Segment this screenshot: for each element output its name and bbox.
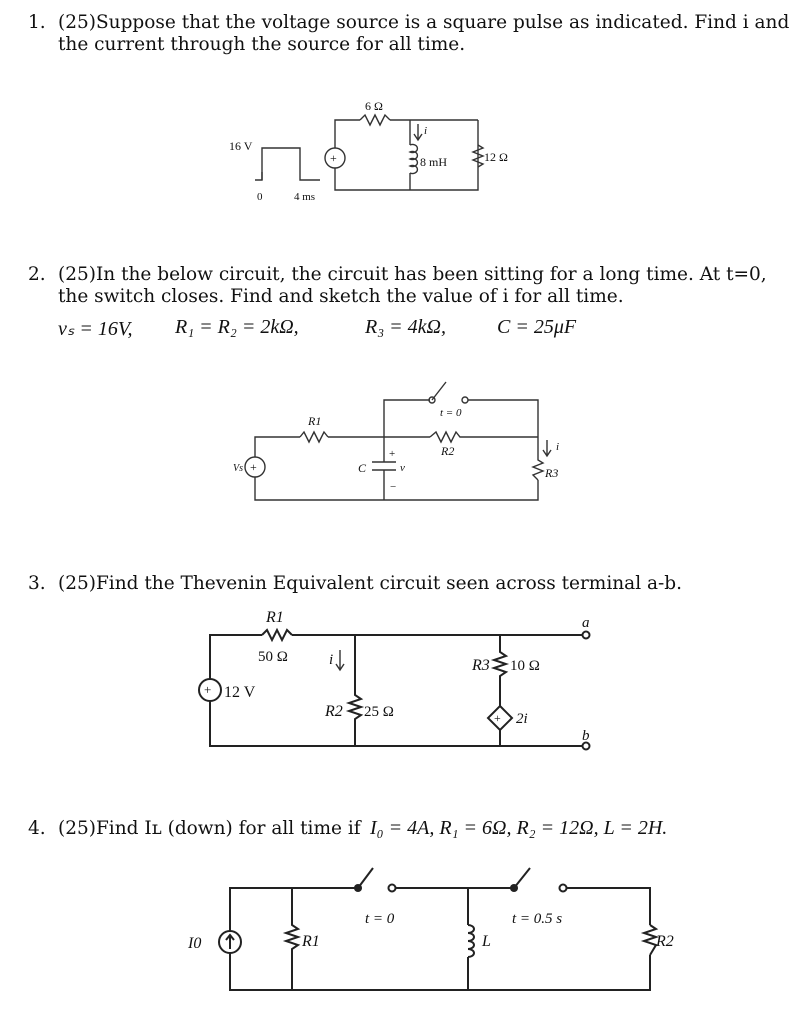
vs-label: Vs [233,463,243,474]
current-arrow-icon [543,440,551,456]
inductor-label: L [482,933,491,950]
problem-3-line1: (25)Find the Thevenin Equivalent circuit seen across terminal a-b. [58,573,683,594]
problem-1-number: 1. [28,12,46,33]
switch-1-contact-icon [389,885,396,892]
current-i-label: i [556,441,560,453]
cap-minus-sign: − [390,481,397,493]
resistor-r1-icon [300,432,328,442]
resistor-r1-value: 50 Ω [258,649,288,665]
circuit-2 [233,382,559,500]
wire-switch-left [384,400,430,437]
problem-2-number: 2. [28,264,46,285]
resistor-r3-label: R3 [545,466,559,480]
resistor-r3-icon [494,635,506,706]
resistor-r3-label: R3 [472,657,490,674]
problem-1-line2: the current through the source for all time. [58,34,466,55]
inductor-coil-icon [410,145,417,174]
resistor-6ohm-label: 6 Ω [365,99,383,113]
terminal-a-icon[interactable] [583,632,590,639]
wire-bottom [335,120,478,190]
problem-2-param-c: C = 25μF [497,316,577,338]
terminal-b-label: b [582,728,590,744]
current-source-label: I0 [188,935,202,952]
inductor-label: 8 mH [420,155,447,169]
resistor-r2-label: R2 [441,444,455,458]
switch-contact-icon [462,397,468,403]
current-arrow-icon [336,650,344,670]
wire-vs-top [255,437,300,457]
vs-plus-sign: + [250,460,257,474]
wire-top-right [567,888,650,925]
pulse-waveform [255,148,320,180]
resistor-r2-value: 25 Ω [364,704,394,720]
switch-2-time-label: t = 0.5 s [512,911,563,927]
resistor-r1-label: R1 [308,414,322,428]
switch-2-contact-icon [560,885,567,892]
current-i-label: i [424,125,428,137]
circuit-1 [229,99,508,203]
current-source-arrow-icon [226,935,234,949]
current-i-label: i [329,652,334,668]
source-plus-sign: + [330,151,337,165]
resistor-r3-value: 10 Ω [510,658,540,674]
resistor-r2-icon [349,635,361,746]
wire-left-top [335,120,360,148]
resistor-6ohm-icon [360,115,390,125]
resistor-r1-icon [262,630,292,640]
resistor-r1-icon [286,888,298,990]
inductor-coil-icon [468,925,474,957]
problem-4-line1: (25)Find Iʟ (down) for all time if [58,818,361,839]
resistor-r1-label: R1 [266,609,284,626]
cap-v-label: v [400,462,405,474]
pulse-amplitude-label: 16 V [229,139,253,153]
problem-1-line1: (25)Suppose that the voltage source is a square pulse as indicated. Find i and [58,12,790,33]
problem-3-number: 3. [28,573,46,594]
problem-2-line2: the switch closes. Find and sketch the value of i for all time. [58,286,624,307]
resistor-r2-label: R2 [656,933,674,950]
resistor-r3-icon [533,437,543,480]
source-12v-plus: + [204,682,212,697]
wire-bottom [255,477,538,500]
switch-1-blade-icon [358,868,373,888]
resistor-r2-icon [430,432,538,442]
problem-2-param-r3: R₃ = 4kΩ, [365,316,447,338]
resistor-r1-label: R1 [302,933,320,950]
dependent-source-label: 2i [516,711,528,727]
resistor-r2-label: R2 [325,703,343,720]
terminal-a-label: a [582,615,590,631]
switch-time-label: t = 0 [440,407,462,419]
problem-2-param-vs: vₛ = 16V, [58,318,133,340]
switch-blade-icon [432,382,446,400]
switch-1-time-label: t = 0 [365,911,395,927]
circuit-3 [199,609,590,750]
problem-2-line1: (25)In the below circuit, the circuit has been sitting for a long time. At t=0, [58,264,767,285]
problem-4-number: 4. [28,818,46,839]
wire-switch-right [468,400,538,437]
dep-plus-sign: + [494,711,501,725]
capacitor-label: C [358,461,367,475]
switch-2-blade-icon [514,868,530,888]
source-12v-label: 12 V [224,684,256,701]
current-arrow-icon [414,124,422,140]
resistor-r2-icon [644,925,656,955]
problem-2-param-r1r2: R₁ = R₂ = 2kΩ, [175,316,299,338]
pulse-zero-label: 0 [257,191,263,203]
cap-plus-sign: + [389,448,396,460]
pulse-end-label: 4 ms [294,191,316,203]
problem-4-params: I₀ = 4A, R₁ = 6Ω, R₂ = 12Ω, L = 2H. [370,817,668,839]
wire-left-top [210,635,262,679]
resistor-12ohm-label: 12 Ω [484,150,508,164]
circuit-4 [187,868,674,990]
